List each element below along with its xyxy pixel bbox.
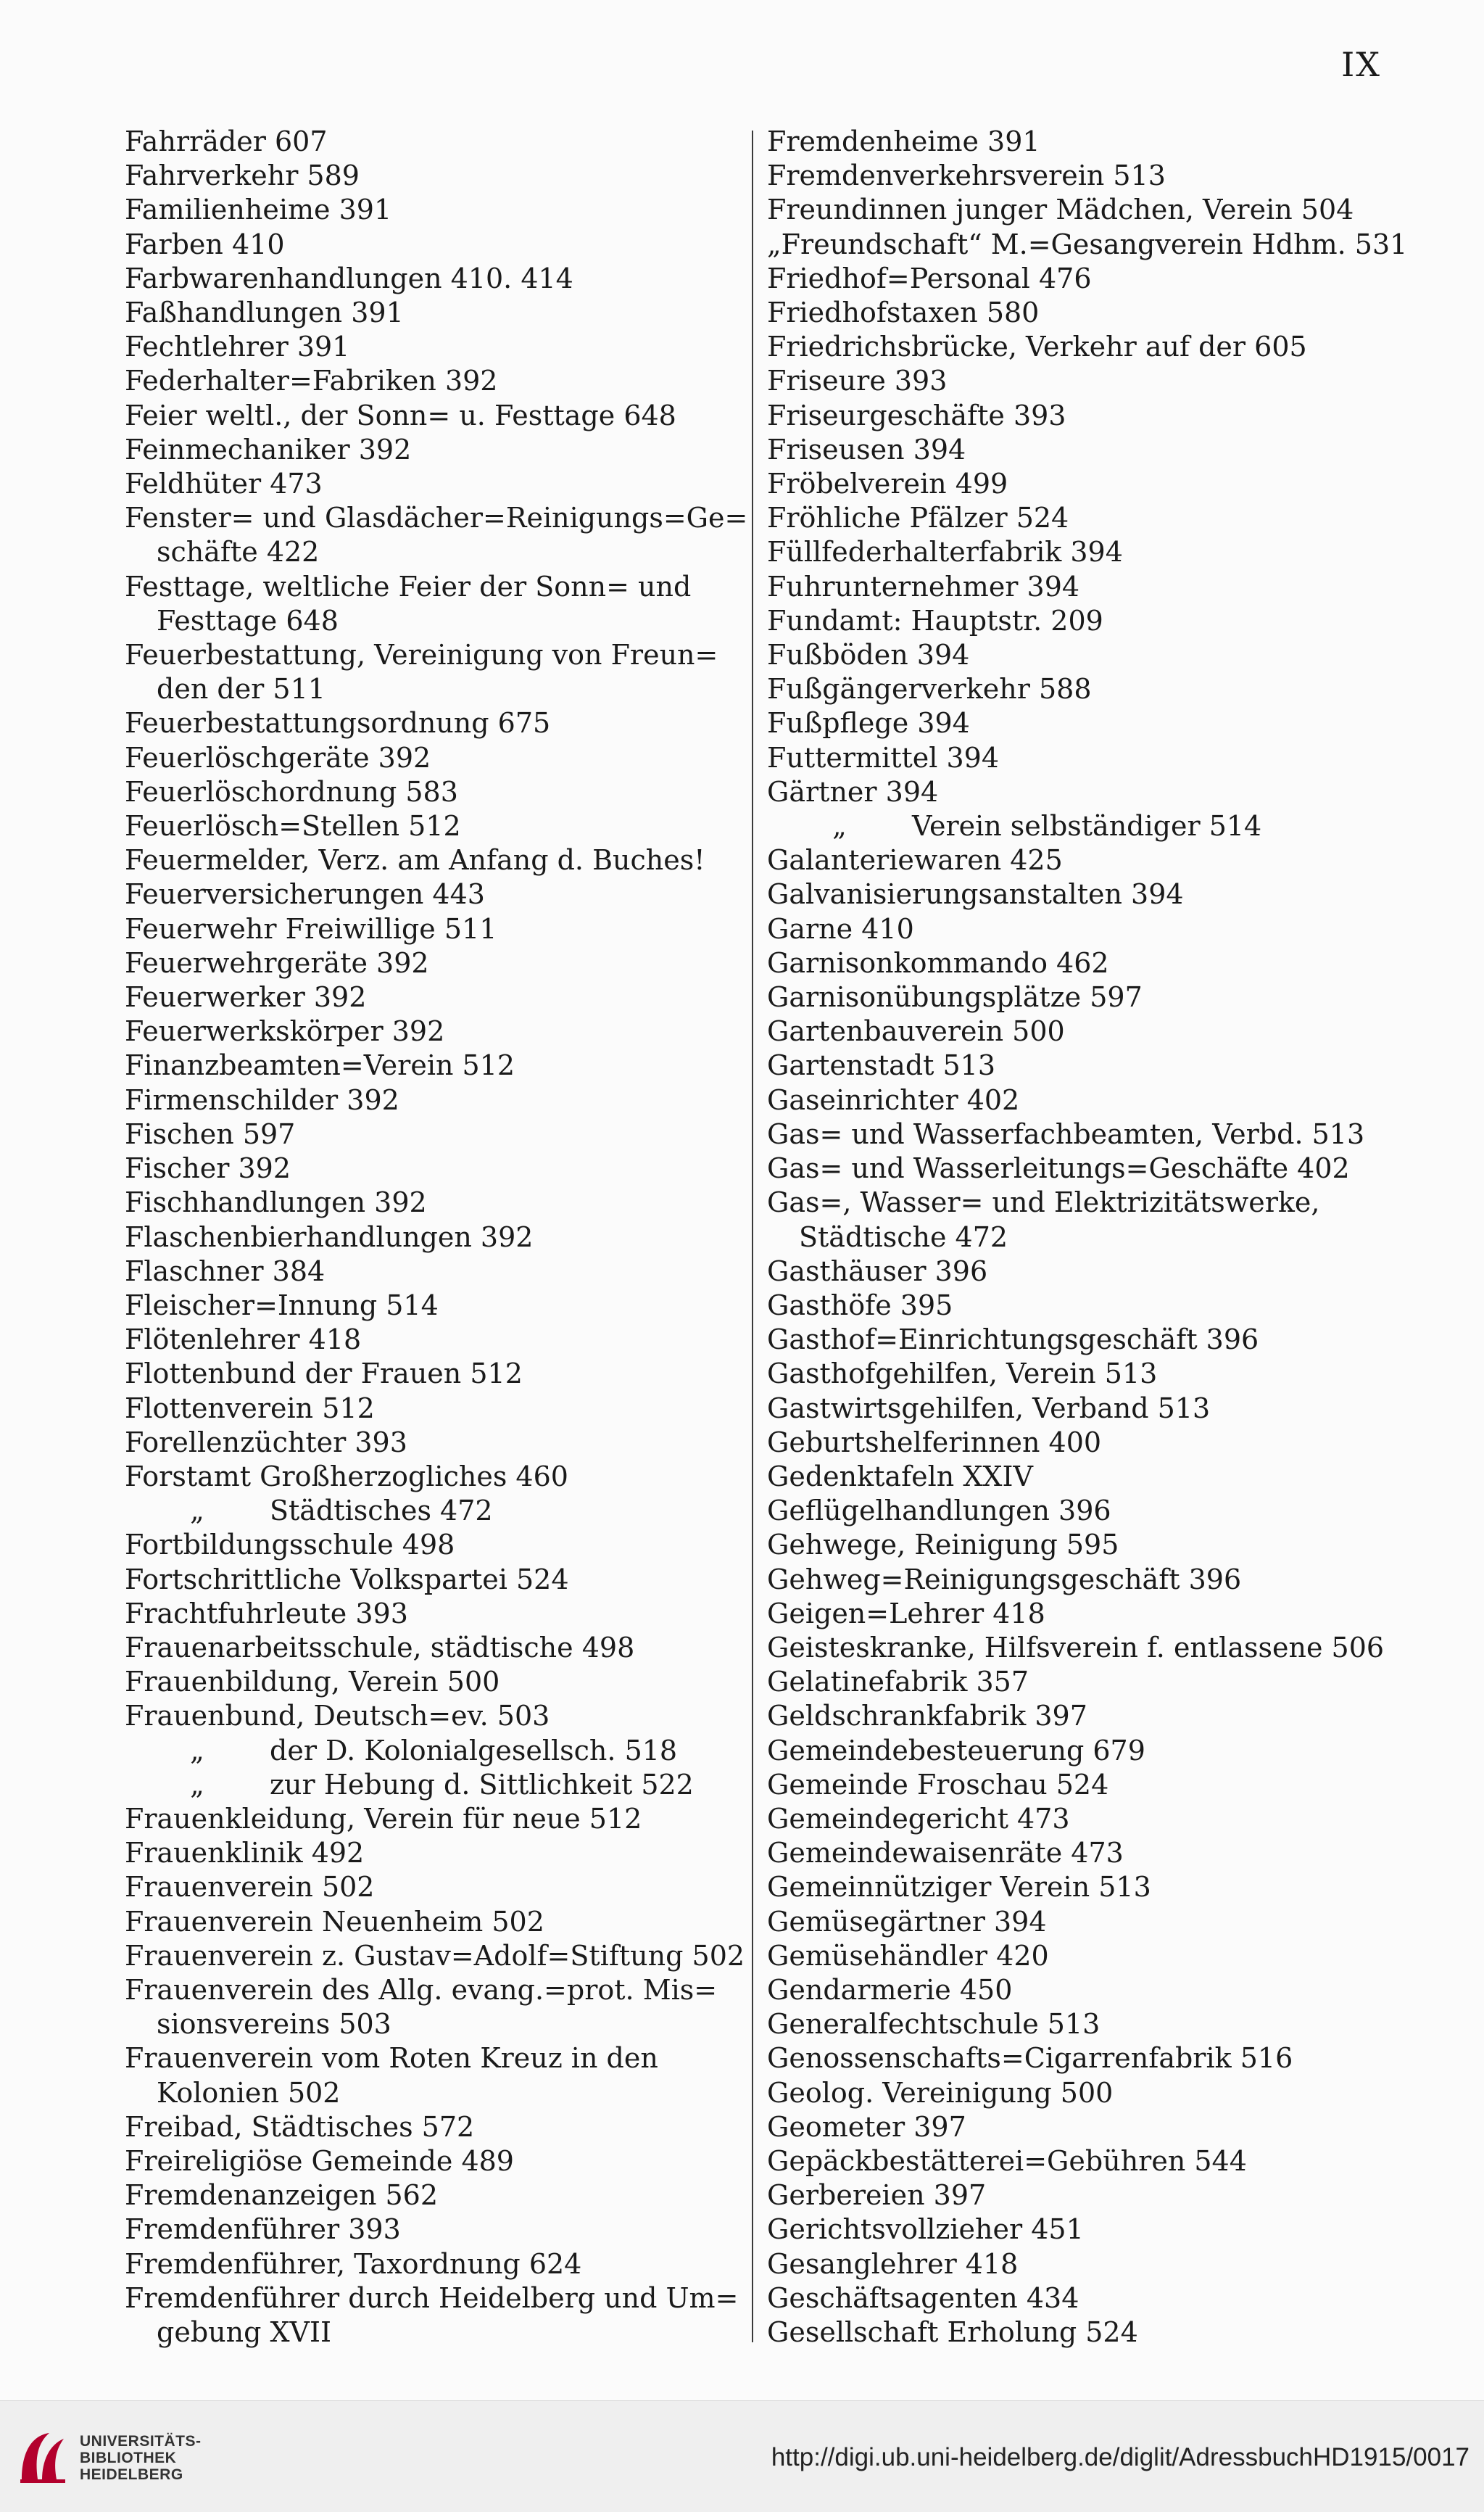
index-entry: Gedenktafeln XXIV [767, 1460, 1033, 1492]
index-entry: Gemüsehändler 420 [767, 1939, 1049, 1972]
index-entry: Frauenverein des Allg. evang.=prot. Mis= [125, 1973, 718, 2006]
index-entry: den der 511 [157, 673, 326, 706]
index-entry: Feuerlöschordnung 583 [125, 775, 458, 808]
index-entry [125, 1494, 739, 1528]
index-entry: Geolog. Vereinigung 500 [767, 2076, 1114, 2109]
index-entry: Frauenverein Neuenheim 502 [125, 1905, 544, 1938]
index-entry: Gasthöfe 395 [767, 1289, 953, 1321]
index-entry: Festtage 648 [157, 604, 339, 637]
index-entry: Gerichtsvollzieher 451 [767, 2213, 1084, 2246]
index-entry: Fenster= und Glasdächer=Reinigungs=Ge= [125, 502, 748, 534]
index-entry: Gartenbauverein 500 [767, 1015, 1065, 1048]
index-entry: Federhalter=Fabriken 392 [125, 365, 498, 397]
index-entry: Fortschrittliche Volkspartei 524 [125, 1563, 569, 1595]
index-entry: Gehweg=Reinigungsgeschäft 396 [767, 1563, 1242, 1595]
index-entry: Fremdenführer durch Heidelberg und Um= [125, 2281, 739, 2314]
index-entry: Frauenverein vom Roten Kreuz in den [125, 2042, 658, 2075]
index-entry: Gas=, Wasser= und Elektrizitätswerke, [767, 1186, 1320, 1219]
index-entry: Gesellschaft Erholung 524 [767, 2316, 1138, 2348]
index-entry: Farbwarenhandlungen 410. 414 [125, 262, 573, 294]
index-entry: Flottenverein 512 [125, 1392, 375, 1424]
index-entry: Feuerbestattungsordnung 675 [125, 707, 551, 740]
index-entry: Feuerwerker 392 [125, 981, 367, 1014]
ditto-mark: „ [190, 1734, 204, 1767]
index-entry [767, 809, 1390, 843]
index-entry: Feinmechaniker 392 [125, 433, 412, 466]
source-url-link[interactable]: http://digi.ub.uni-heidelberg.de/diglit/AdressbuchHD1915/0017 [771, 2443, 1470, 2471]
index-entry: Gärtner 394 [767, 775, 939, 808]
index-entry: Familienheime 391 [125, 194, 392, 226]
index-entry: Freireligiöse Gemeinde 489 [125, 2144, 514, 2177]
index-entry: Geldschrankfabrik 397 [767, 1700, 1087, 1732]
index-entry: Flottenbund der Frauen 512 [125, 1358, 523, 1390]
index-entry: Faßhandlungen 391 [125, 297, 404, 329]
index-entry: Generalfechtschule 513 [767, 2008, 1100, 2041]
index-entry: Gemeinnütziger Verein 513 [767, 1871, 1151, 1904]
index-entry: Feuerlöschgeräte 392 [125, 741, 431, 774]
index-entry: Gepäckbestätterei=Gebühren 544 [767, 2144, 1247, 2177]
index-entry: Geflügelhandlungen 396 [767, 1495, 1111, 1527]
index-entry: Fremdenanzeigen 562 [125, 2179, 439, 2212]
index-entry: Gemüsegärtner 394 [767, 1905, 1047, 1938]
index-entry: Fahrräder 607 [125, 125, 328, 157]
index-entry: Fremdenverkehrsverein 513 [767, 160, 1166, 192]
index-entry: Gaseinrichter 402 [767, 1083, 1020, 1116]
index-entry: Feuerbestattung, Vereinigung von Freun= [125, 639, 718, 672]
index-entry: Freundinnen junger Mädchen, Verein 504 [767, 194, 1354, 226]
index-entry: Fechtlehrer 391 [125, 331, 350, 363]
index-entry: Fischen 597 [125, 1117, 296, 1150]
index-entry: Farben 410 [125, 228, 285, 260]
entry-text: Städtisches 472 [270, 1495, 493, 1527]
index-entry [125, 1734, 739, 1768]
index-entry: Feuerversicherungen 443 [125, 878, 485, 911]
index-entry: Füllfederhalterfabrik 394 [767, 536, 1123, 569]
index-entry: Kolonien 502 [157, 2076, 341, 2109]
index-entry: Gartenstadt 513 [767, 1049, 996, 1082]
index-entry: Frauenbildung, Verein 500 [125, 1666, 500, 1698]
index-entry: Gas= und Wasserfachbeamten, Verbd. 513 [767, 1117, 1365, 1150]
index-entry: Garnisonübungsplätze 597 [767, 981, 1143, 1014]
logo-line: BIBLIOTHEK [80, 2450, 177, 2466]
index-entry: Garnisonkommando 462 [767, 946, 1109, 979]
index-entry: Gasthäuser 396 [767, 1255, 988, 1287]
logo-line: UNIVERSITÄTS- [80, 2433, 202, 2450]
index-entry: Fremdenführer, Taxordnung 624 [125, 2247, 582, 2280]
index-entry: Geburtshelferinnen 400 [767, 1426, 1102, 1458]
entry-text: Verein selbständiger 514 [912, 810, 1262, 843]
index-entry: Forstamt Großherzogliches 460 [125, 1460, 568, 1492]
index-entry: Friseusen 394 [767, 433, 966, 466]
index-entry: Fahrverkehr 589 [125, 160, 360, 192]
index-entry: Gasthof=Einrichtungsgeschäft 396 [767, 1323, 1259, 1356]
index-entry: Fischer 392 [125, 1152, 291, 1185]
logo-line: HEIDELBERG [80, 2466, 183, 2483]
ditto-mark: „ [190, 1495, 204, 1527]
index-entry: Feuermelder, Verz. am Anfang d. Buches! [125, 844, 705, 877]
index-entry: Flötenlehrer 418 [125, 1323, 362, 1356]
index-entry: Freibad, Städtisches 572 [125, 2110, 475, 2143]
index-entry: Galvanisierungsanstalten 394 [767, 878, 1184, 911]
index-entry: Gemeindebesteuerung 679 [767, 1734, 1145, 1767]
index-entry: Feldhüter 473 [125, 468, 323, 500]
right-column [767, 125, 1408, 2350]
index-entry: „Freundschaft“ M.=Gesangverein Hdhm. 531 [767, 228, 1408, 260]
index-entry: Geigen=Lehrer 418 [767, 1597, 1045, 1629]
index-entry: Friedhof=Personal 476 [767, 262, 1092, 294]
index-entry: Geschäftsagenten 434 [767, 2281, 1079, 2314]
index-entry: Geometer 397 [767, 2110, 966, 2143]
index-entry: Fleischer=Innung 514 [125, 1289, 439, 1321]
index-entry: Gastwirtsgehilfen, Verband 513 [767, 1392, 1211, 1424]
library-logo-text [80, 2433, 202, 2483]
index-entry: Frauenklinik 492 [125, 1837, 365, 1869]
index-entry: Fundamt: Hauptstr. 209 [767, 604, 1103, 637]
index-entry: Feuerwehrgeräte 392 [125, 946, 429, 979]
index-entry: Fröbelverein 499 [767, 468, 1008, 500]
index-entry: Frauenverein z. Gustav=Adolf=Stiftung 502 [125, 1939, 745, 1972]
entry-text: zur Hebung d. Sittlichkeit 522 [270, 1768, 694, 1801]
university-library-logo-icon [16, 2429, 70, 2485]
index-entry: Fußpflege 394 [767, 707, 970, 740]
index-entry: Friedhofstaxen 580 [767, 297, 1040, 329]
index-entry: Galanteriewaren 425 [767, 844, 1063, 877]
ditto-mark: „ [832, 810, 847, 843]
index-entry: Geisteskranke, Hilfsverein f. entlassene 506 [767, 1631, 1385, 1664]
index-entry: Futtermittel 394 [767, 741, 1000, 774]
index-entry: Frauenarbeitsschule, städtische 498 [125, 1631, 635, 1664]
index-entry: Gemeindegericht 473 [767, 1802, 1070, 1835]
page-number: IX [1341, 45, 1381, 84]
index-entry: Fischhandlungen 392 [125, 1186, 427, 1219]
column-divider [752, 131, 753, 2342]
ditto-mark: „ [190, 1768, 204, 1801]
index-entry: Friseurgeschäfte 393 [767, 399, 1066, 431]
index-entry: Genossenschafts=Cigarrenfabrik 516 [767, 2042, 1293, 2075]
index-entry: schäfte 422 [157, 536, 320, 569]
index-entry: Feier weltl., der Sonn= u. Festtage 648 [125, 399, 676, 431]
index-entry: Fußgängerverkehr 588 [767, 673, 1092, 706]
index-entry: Gesanglehrer 418 [767, 2247, 1019, 2280]
left-column [125, 125, 748, 2350]
index-entry: Feuerlösch=Stellen 512 [125, 810, 461, 843]
index-entry: Gelatinefabrik 357 [767, 1666, 1029, 1698]
index-entry: Gemeinde Froschau 524 [767, 1768, 1109, 1801]
index-entry: Gas= und Wasserleitungs=Geschäfte 402 [767, 1152, 1350, 1185]
index-entry: Gehwege, Reinigung 595 [767, 1529, 1119, 1561]
index-entry: Gendarmerie 450 [767, 1973, 1013, 2006]
index-entry: Feuerwerkskörper 392 [125, 1015, 445, 1048]
index-entry: Frachtfuhrleute 393 [125, 1597, 408, 1629]
index-entry: Fußböden 394 [767, 639, 970, 672]
index-entry: Friedrichsbrücke, Verkehr auf der 605 [767, 331, 1307, 363]
index-entry: Forellenzüchter 393 [125, 1426, 407, 1458]
index-entry: Fortbildungsschule 498 [125, 1529, 455, 1561]
index-entry: gebung XVII [157, 2316, 332, 2348]
index-entry: Fuhrunternehmer 394 [767, 570, 1080, 603]
index-entry: Flaschenbierhandlungen 392 [125, 1220, 534, 1253]
index-entry: Gemeindewaisenräte 473 [767, 1837, 1124, 1869]
index-entry: sionsvereins 503 [157, 2008, 391, 2041]
index-entry: Festtage, weltliche Feier der Sonn= und [125, 570, 692, 603]
index-entry: Städtische 472 [799, 1220, 1008, 1253]
index-entry: Fröhliche Pfälzer 524 [767, 502, 1069, 534]
index-entry: Feuerwehr Freiwillige 511 [125, 912, 497, 945]
index-entry: Fremdenheime 391 [767, 125, 1040, 157]
index-entry [125, 1768, 739, 1802]
index-entry: Gerbereien 397 [767, 2179, 987, 2212]
index-entry: Finanzbeamten=Verein 512 [125, 1049, 515, 1082]
index-entry: Frauenkleidung, Verein für neue 512 [125, 1802, 642, 1835]
index-entry: Firmenschilder 392 [125, 1083, 399, 1116]
entry-text: der D. Kolonialgesellsch. 518 [270, 1734, 678, 1767]
index-entry: Frauenverein 502 [125, 1871, 375, 1904]
index-entry: Frauenbund, Deutsch=ev. 503 [125, 1700, 550, 1732]
index-entry: Garne 410 [767, 912, 914, 945]
index-entry: Gasthofgehilfen, Verein 513 [767, 1358, 1158, 1390]
index-entry: Friseure 393 [767, 365, 948, 397]
footer-bar [0, 2400, 1484, 2512]
index-entry: Fremdenführer 393 [125, 2213, 401, 2246]
index-entry: Flaschner 384 [125, 1255, 326, 1287]
